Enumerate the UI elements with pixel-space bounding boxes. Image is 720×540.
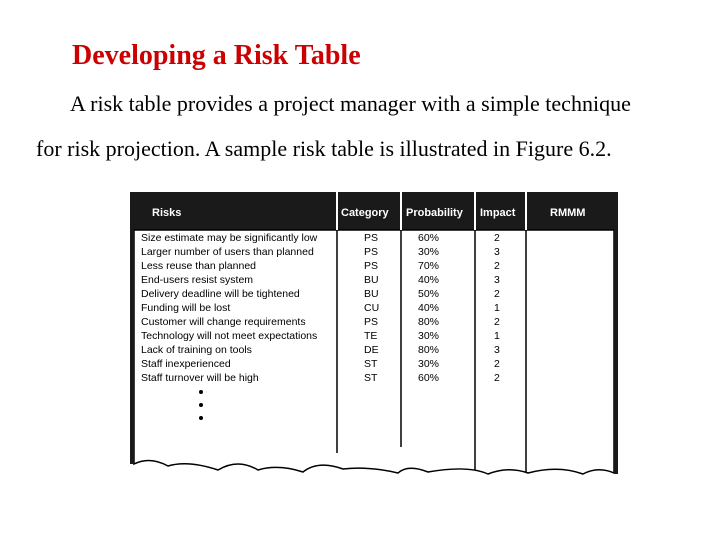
impact-cell: 1: [494, 302, 500, 314]
impact-cell: 3: [494, 246, 500, 258]
risk-cell: Staff inexperienced: [141, 358, 231, 370]
impact-cell: 2: [494, 316, 500, 328]
category-cell: PS: [364, 232, 379, 244]
risk-cell: Less reuse than planned: [141, 260, 257, 272]
impact-cell: 2: [494, 232, 500, 244]
impact-cell: 3: [494, 274, 500, 286]
header-risks: Risks: [152, 207, 182, 219]
risk-cell: Technology will not meet expectations: [141, 330, 318, 342]
risk-cell: Staff turnover will be high: [141, 372, 259, 384]
risk-cell: Customer will change requirements: [141, 316, 306, 328]
header-impact: Impact: [480, 207, 516, 219]
probability-cell: 60%: [418, 232, 440, 244]
impact-cell: 3: [494, 344, 500, 356]
category-cell: BU: [364, 288, 379, 300]
category-cell: PS: [364, 260, 379, 272]
category-cell: ST: [364, 372, 378, 384]
probability-cell: 80%: [418, 316, 440, 328]
risk-table: [128, 190, 620, 490]
impact-cell: 1: [494, 330, 500, 342]
probability-cell: 30%: [418, 358, 440, 370]
probability-cell: 30%: [418, 246, 440, 258]
probability-cell: 70%: [418, 260, 440, 272]
category-cell: ST: [364, 358, 378, 370]
header-category: Category: [341, 207, 389, 219]
risk-cell: Larger number of users than planned: [141, 246, 314, 258]
impact-cell: 2: [494, 288, 500, 300]
continuation-dot: [199, 390, 203, 394]
risk-cell: Delivery deadline will be tightened: [141, 288, 300, 300]
risk-cell: End-users resist system: [141, 274, 254, 286]
risk-table-figure: [128, 190, 620, 490]
slide-title: Developing a Risk Table: [72, 40, 361, 71]
risk-cell: Lack of training on tools: [141, 344, 252, 356]
probability-cell: 40%: [418, 302, 440, 314]
continuation-dot: [199, 403, 203, 407]
continuation-dot: [199, 416, 203, 420]
probability-cell: 50%: [418, 288, 440, 300]
impact-cell: 2: [494, 372, 500, 384]
table-right-edge: [614, 192, 618, 474]
probability-cell: 60%: [418, 372, 440, 384]
probability-cell: 30%: [418, 330, 440, 342]
category-cell: PS: [364, 316, 379, 328]
impact-cell: 2: [494, 358, 500, 370]
risk-cell: Funding will be lost: [141, 302, 231, 314]
category-cell: BU: [364, 274, 379, 286]
probability-cell: 80%: [418, 344, 440, 356]
intro-text-line-1: A risk table provides a project manager with a simple technique: [70, 91, 631, 116]
probability-cell: 40%: [418, 274, 440, 286]
risk-cell: Size estimate may be significantly low: [141, 232, 318, 244]
intro-text-line-2: for risk projection. A sample risk table is illustrated in Figure 6.2.: [36, 136, 612, 161]
category-cell: DE: [364, 344, 379, 356]
category-cell: TE: [364, 330, 378, 342]
category-cell: CU: [364, 302, 380, 314]
header-rmmm: RMMM: [550, 207, 586, 219]
header-probability: Probability: [406, 207, 463, 219]
category-cell: PS: [364, 246, 379, 258]
impact-cell: 2: [494, 260, 500, 272]
table-left-edge: [130, 192, 134, 464]
